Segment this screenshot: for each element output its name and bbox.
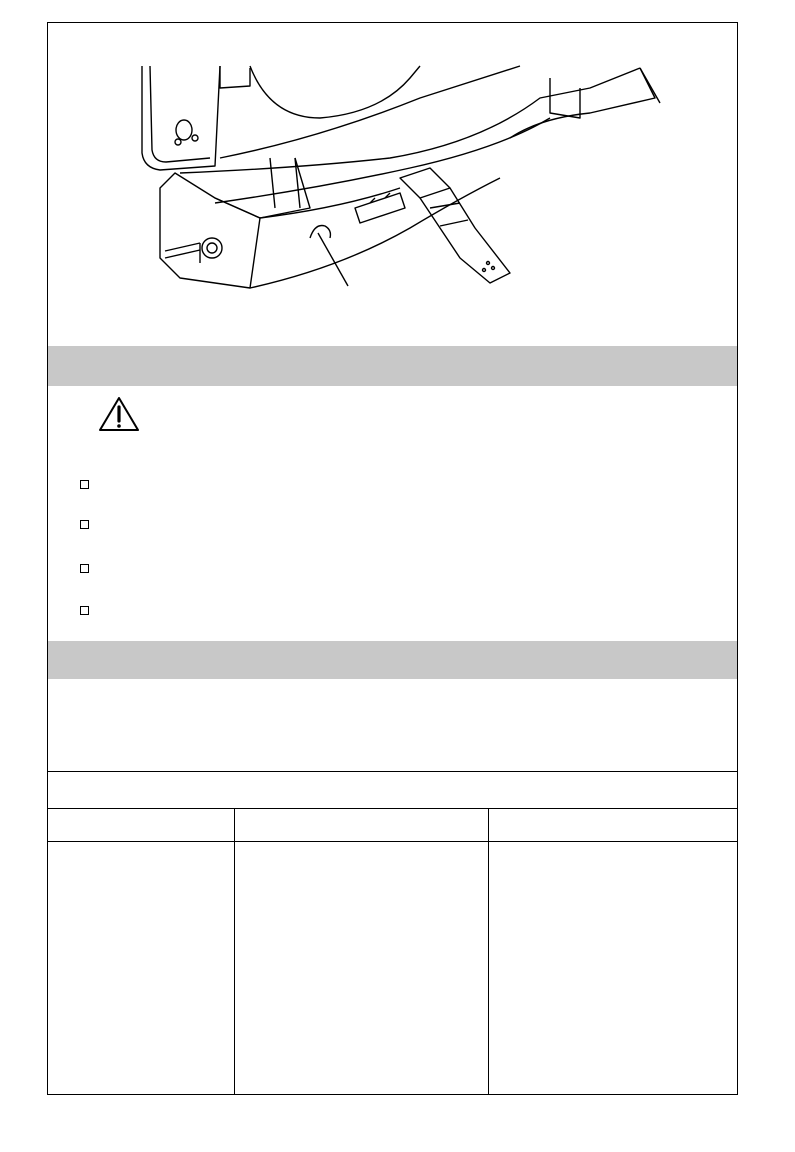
table-column-divider-2: [488, 808, 489, 1094]
checklist-checkbox-4[interactable]: [80, 606, 89, 615]
machine-illustration: [120, 58, 680, 308]
checklist-checkbox-3[interactable]: [80, 564, 89, 573]
warning-triangle-icon: [97, 395, 141, 433]
checklist-checkbox-1[interactable]: [80, 480, 89, 489]
table-header-bottom-rule: [48, 841, 738, 842]
table-column-divider-1: [234, 808, 235, 1094]
table-header-top-rule: [48, 808, 738, 809]
table-top-rule: [48, 771, 738, 772]
section-header-bar-1: [48, 346, 737, 386]
checklist-checkbox-2[interactable]: [80, 520, 89, 529]
section-header-bar-2: [48, 641, 737, 679]
